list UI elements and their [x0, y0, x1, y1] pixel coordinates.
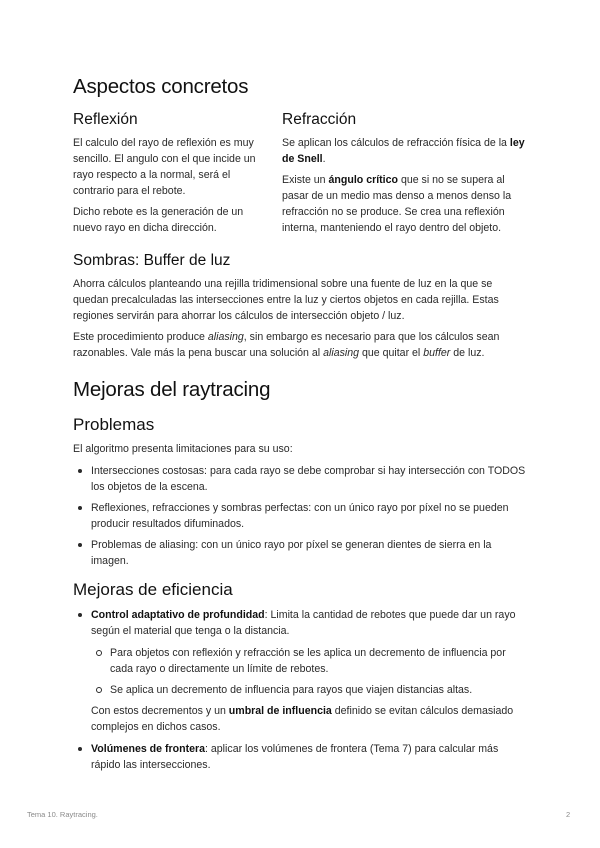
refraccion-column	[282, 110, 528, 236]
ley-de-snell-term: ley de Snell	[282, 137, 525, 165]
refraccion-paragraph-1: Se aplican los cálculos de refracción física de la ley de Snell.	[282, 137, 525, 165]
problemas-intro: El algoritmo presenta limitaciones para su uso:	[73, 443, 293, 455]
sombras-heading: Sombras: Buffer de luz	[73, 252, 231, 269]
list-item: Reflexiones, refracciones y sombras perfectas: con un único rayo por píxel no se pueden producir resultados difuminados.	[73, 500, 528, 532]
list-item: Volúmenes de frontera: aplicar los volúmenes de frontera (Tema 7) para calcular más rápido las intersecciones.	[73, 741, 528, 773]
list-item: Control adaptativo de profundidad: Limita la cantidad de rebotes que puede dar un rayo según el material que tenga o la distancia. Para objetos con reflexión y refracción se les aplica un decremento de influencia por cada rayo o directamente un límite de rebotes. Se aplica un decremento de influencia para rayos que viajen distancias altas. Con estos decrementos y un umbral de influencia definido se evitan cálculos demasiado complejos en dichos casos.	[73, 607, 528, 735]
umbral-note: Con estos decrementos y un umbral de influencia definido se evitan cálculos demasiado complejos en dichos casos.	[91, 705, 514, 733]
problemas-section	[73, 414, 528, 569]
footer-label: Tema 10. Raytracing.	[27, 810, 98, 819]
eficiencia-section	[73, 579, 528, 773]
sombras-paragraph-1: Ahorra cálculos planteando una rejilla tridimensional sobre una fuente de luz en la que se quedan precalculadas las intersecciones entre la luz y ciertos objetos en cada rejilla. Estas regiones servirán para ahorrar los cálculos de intersección objeto / luz.	[73, 278, 499, 322]
sublist-item: Se aplica un decremento de influencia para rayos que viajen distancias altas.	[91, 682, 528, 698]
page-number: 2	[566, 810, 571, 819]
problemas-list	[73, 463, 528, 569]
problemas-heading: Problemas	[73, 415, 155, 434]
sombras-paragraph-2: Este procedimiento produce aliasing, sin embargo es necesario para que los cálculos sean razonables. Vale más la pena buscar una solución al aliasing que quitar el buffer de luz.	[73, 331, 500, 359]
reflexion-paragraph-1: El calculo del rayo de reflexión es muy sencillo. El angulo con el que incide un rayo respecto a la normal, será el contrario para el rebote.	[73, 137, 256, 197]
umbral-term: umbral de influencia	[228, 705, 332, 717]
eficiencia-heading: Mejoras de eficiencia	[73, 580, 233, 599]
volumenes-frontera-term: Volúmenes de frontera	[91, 743, 206, 755]
list-item: Intersecciones costosas: para cada rayo se debe comprobar si hay intersección con TODOS los objetos de la escena.	[73, 463, 528, 495]
section-title-mejoras: Mejoras del raytracing	[73, 378, 271, 401]
reflexion-column	[73, 110, 263, 236]
section-title-aspectos: Aspectos concretos	[73, 75, 249, 98]
reflexion-paragraph-2: Dicho rebote es la generación de un nuevo rayo en dicha dirección.	[73, 206, 244, 234]
sombras-section	[73, 251, 528, 361]
refraccion-heading: Refracción	[282, 111, 357, 128]
list-item: Problemas de aliasing: con un único rayo por píxel se generan dientes de sierra en la imagen.	[73, 537, 528, 569]
angulo-critico-term: ángulo crítico	[328, 174, 398, 186]
control-adaptativo-term: Control adaptativo de profundidad	[91, 609, 265, 621]
reflexion-heading: Reflexión	[73, 111, 138, 128]
eficiencia-list	[73, 607, 528, 773]
eficiencia-sublist	[91, 645, 528, 698]
sublist-item: Para objetos con reflexión y refracción se les aplica un decremento de influencia por cada rayo o directamente un límite de rebotes.	[91, 645, 528, 677]
refraccion-paragraph-2: Existe un ángulo crítico que si no se supera al pasar de un medio mas denso a menos denso la refracción no se produce. Se crea una reflexión interna, manteniendo el rayo dentro del objeto.	[282, 174, 512, 234]
